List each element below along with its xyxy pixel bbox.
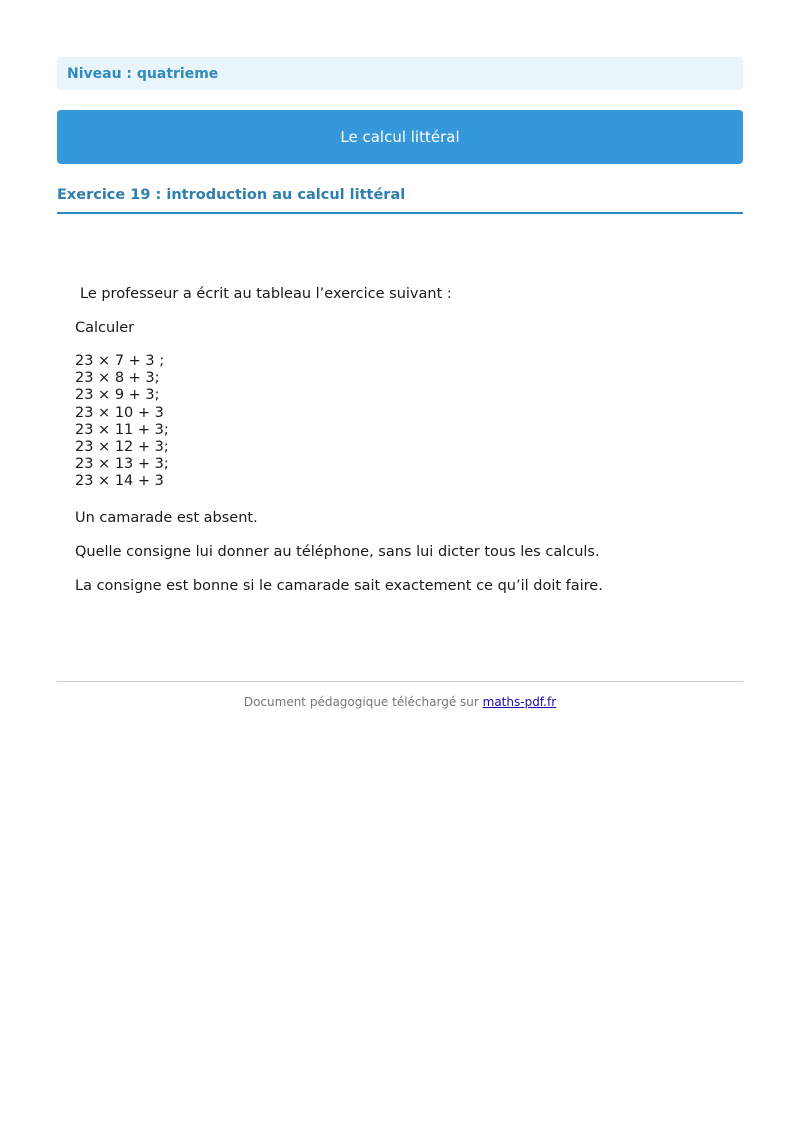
exercise-intro: Le professeur a écrit au tableau l’exercice suivant : — [80, 286, 452, 302]
calculation-item: 23 × 7 + 3 ; — [75, 353, 165, 369]
footer-text: Document pédagogique téléchargé sur — [243, 695, 483, 709]
success-criterion: La consigne est bonne si le camarade sait exactement ce qu’il doit faire. — [75, 578, 603, 594]
banner-title: Le calcul littéral — [340, 128, 460, 146]
exercise-question: Quelle consigne lui donner au téléphone, sans lui dicter tous les calculs. — [75, 544, 600, 560]
level-box — [57, 57, 743, 90]
level-label: Niveau : quatrieme — [67, 65, 219, 82]
footer-link[interactable]: maths-pdf.fr — [482, 695, 557, 709]
calculation-item: 23 × 14 + 3 — [75, 473, 164, 490]
exercise-title: Exercice 19 : introduction au calcul littéral — [57, 185, 743, 214]
footer-divider — [57, 681, 743, 682]
calculation-item: 23 × 12 + 3; — [75, 438, 169, 455]
calculation-item: 23 × 10 + 3 — [75, 404, 164, 421]
calc-instruction: Calculer — [75, 320, 135, 336]
calculation-item: 23 × 11 + 3; — [75, 421, 169, 438]
footer — [57, 694, 743, 710]
calculation-item: 23 × 9 + 3; — [75, 387, 160, 404]
calculation-list — [75, 353, 169, 491]
calculation-item: 23 × 8 + 3; — [75, 370, 160, 387]
title-banner — [57, 110, 743, 164]
calculation-item: 23 × 13 + 3; — [75, 456, 169, 473]
absent-statement: Un camarade est absent. — [75, 510, 258, 526]
